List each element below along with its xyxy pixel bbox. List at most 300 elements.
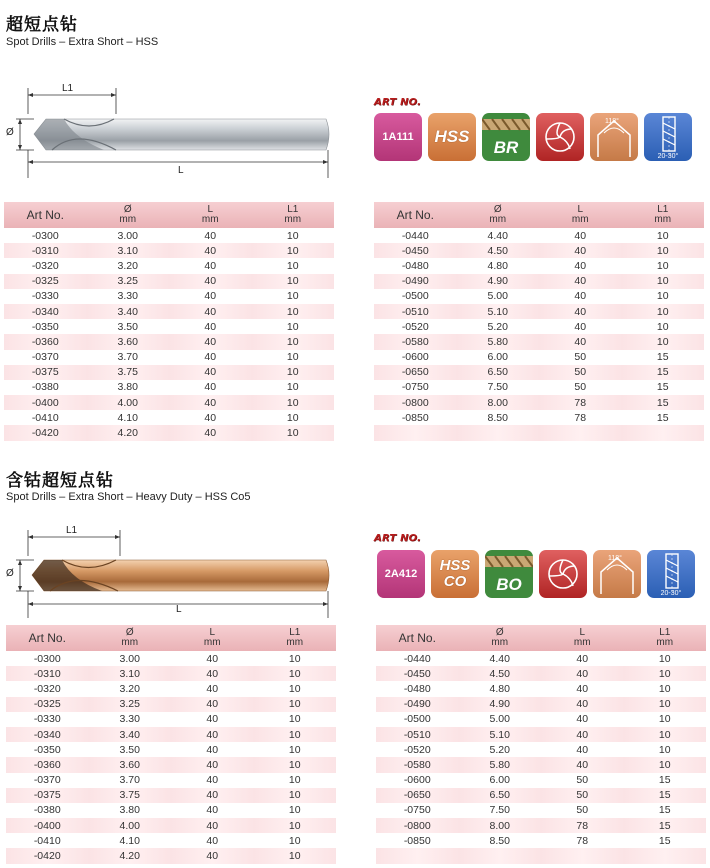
cell-length bbox=[541, 848, 624, 863]
cell-diameter: 6.00 bbox=[457, 350, 540, 365]
cell-length bbox=[539, 425, 622, 440]
cell-length: 40 bbox=[541, 742, 624, 757]
cell-l1: 10 bbox=[252, 410, 335, 425]
col-length-unit: mm bbox=[571, 214, 589, 225]
cell-art-no: -0650 bbox=[376, 788, 459, 803]
table-row bbox=[374, 334, 704, 349]
table-header-row bbox=[4, 202, 334, 228]
cell-diameter: 4.00 bbox=[87, 395, 170, 410]
cell-diameter: 3.50 bbox=[87, 319, 170, 334]
cell-length: 50 bbox=[539, 380, 622, 395]
cell-diameter: 4.10 bbox=[87, 410, 170, 425]
cell-art-no: -0410 bbox=[4, 410, 87, 425]
cell-length: 40 bbox=[169, 395, 252, 410]
cell-art-no: -0340 bbox=[6, 727, 89, 742]
cell-art-no: -0600 bbox=[376, 773, 459, 788]
table-row bbox=[376, 757, 706, 772]
cell-l1: 10 bbox=[622, 243, 705, 258]
cell-diameter: 8.00 bbox=[457, 395, 540, 410]
col-length-label: L bbox=[207, 204, 214, 215]
drill-diagram-hss bbox=[4, 78, 334, 178]
table-row bbox=[6, 757, 336, 772]
cell-diameter: 3.10 bbox=[87, 243, 170, 258]
dim-l-label: L bbox=[178, 165, 184, 176]
point-geometry-badge bbox=[539, 550, 587, 598]
table-row bbox=[374, 425, 704, 440]
cell-length: 40 bbox=[169, 304, 252, 319]
cell-art-no: -0370 bbox=[4, 350, 87, 365]
table-row bbox=[6, 818, 336, 833]
cell-art-no: -0375 bbox=[4, 365, 87, 380]
cell-length: 40 bbox=[171, 757, 254, 772]
cell-l1: 10 bbox=[622, 289, 705, 304]
col-length bbox=[541, 625, 624, 651]
cell-art-no: -0800 bbox=[376, 818, 459, 833]
table-row bbox=[374, 319, 704, 334]
table-header-row bbox=[374, 202, 704, 228]
material-cobalt-label: CO bbox=[443, 573, 467, 590]
col-l1-unit: mm bbox=[656, 637, 674, 648]
table-row bbox=[376, 742, 706, 757]
table-row bbox=[6, 803, 336, 818]
table-row bbox=[376, 727, 706, 742]
spec-table-left bbox=[6, 625, 336, 864]
table-row bbox=[376, 818, 706, 833]
col-art-no-label: Art No. bbox=[28, 631, 66, 645]
cell-length: 40 bbox=[171, 666, 254, 681]
col-diameter-unit: mm bbox=[119, 214, 137, 225]
cell-l1: 10 bbox=[624, 727, 707, 742]
cell-l1: 10 bbox=[254, 727, 337, 742]
cell-diameter: 3.00 bbox=[87, 228, 170, 243]
cell-l1: 10 bbox=[624, 742, 707, 757]
cell-length: 40 bbox=[541, 712, 624, 727]
cell-l1: 10 bbox=[622, 304, 705, 319]
cell-diameter: 3.20 bbox=[87, 258, 170, 273]
cell-diameter: 4.90 bbox=[459, 697, 542, 712]
cell-art-no: -0580 bbox=[376, 757, 459, 772]
cell-art-no: -0500 bbox=[374, 289, 457, 304]
col-l1-label: L1 bbox=[287, 204, 299, 215]
cell-l1: 15 bbox=[624, 788, 707, 803]
cell-l1: 10 bbox=[624, 681, 707, 696]
cell-diameter: 5.20 bbox=[457, 319, 540, 334]
cell-length: 40 bbox=[171, 788, 254, 803]
cell-l1: 10 bbox=[252, 228, 335, 243]
cell-length: 78 bbox=[539, 395, 622, 410]
cell-l1: 10 bbox=[254, 773, 337, 788]
table-row bbox=[376, 697, 706, 712]
table-row bbox=[6, 742, 336, 757]
col-diameter-label: Ø bbox=[493, 204, 502, 215]
cell-art-no: -0400 bbox=[6, 818, 89, 833]
table-row bbox=[376, 788, 706, 803]
cell-l1: 15 bbox=[622, 365, 705, 380]
cell-diameter: 3.75 bbox=[89, 788, 172, 803]
dim-l-label: L bbox=[176, 604, 182, 615]
cell-diameter: 5.00 bbox=[459, 712, 542, 727]
cell-l1: 10 bbox=[254, 697, 337, 712]
article-code-badge: 2A412 bbox=[377, 550, 425, 598]
table-row bbox=[374, 289, 704, 304]
shank-badge bbox=[482, 113, 530, 161]
spec-table-right bbox=[374, 202, 704, 441]
cell-l1: 10 bbox=[252, 365, 335, 380]
cell-l1: 10 bbox=[252, 319, 335, 334]
point-angle-badge bbox=[590, 113, 638, 161]
cell-diameter bbox=[459, 848, 542, 863]
cell-length: 40 bbox=[169, 228, 252, 243]
cell-art-no: -0380 bbox=[6, 803, 89, 818]
table-row bbox=[374, 243, 704, 258]
col-diameter-unit: mm bbox=[121, 637, 139, 648]
col-art-no bbox=[374, 202, 457, 228]
cell-length: 40 bbox=[539, 274, 622, 289]
cell-l1: 10 bbox=[252, 289, 335, 304]
cell-l1: 15 bbox=[624, 773, 707, 788]
material-label: HSS bbox=[439, 557, 471, 574]
cell-l1: 10 bbox=[254, 681, 337, 696]
cell-diameter: 3.25 bbox=[87, 274, 170, 289]
section-title: 超短点钻 bbox=[6, 15, 78, 35]
cell-length: 40 bbox=[539, 319, 622, 334]
cell-length: 78 bbox=[539, 410, 622, 425]
col-diameter bbox=[459, 625, 542, 651]
cell-length: 40 bbox=[541, 651, 624, 666]
col-diameter-label: Ø bbox=[495, 627, 504, 638]
material-badge: HSS bbox=[428, 113, 476, 161]
cell-art-no: -0300 bbox=[6, 651, 89, 666]
table-row bbox=[4, 258, 334, 273]
cell-l1: 10 bbox=[622, 228, 705, 243]
cell-diameter: 3.10 bbox=[89, 666, 172, 681]
cell-length: 40 bbox=[169, 365, 252, 380]
table-row bbox=[4, 365, 334, 380]
table-row bbox=[4, 395, 334, 410]
cell-length: 40 bbox=[169, 243, 252, 258]
cell-art-no: -0330 bbox=[4, 289, 87, 304]
cell-diameter bbox=[457, 425, 540, 440]
cell-diameter: 4.50 bbox=[457, 243, 540, 258]
table-row bbox=[374, 228, 704, 243]
cell-length: 40 bbox=[539, 304, 622, 319]
cell-diameter: 5.10 bbox=[457, 304, 540, 319]
cell-l1: 10 bbox=[254, 712, 337, 727]
table-row bbox=[376, 803, 706, 818]
table-row bbox=[376, 681, 706, 696]
point-angle-value: 118° bbox=[605, 118, 619, 125]
helix-angle-badge bbox=[647, 550, 695, 598]
cell-length: 78 bbox=[541, 833, 624, 848]
dim-diameter-label: Ø bbox=[6, 127, 14, 138]
cell-l1: 10 bbox=[252, 304, 335, 319]
table-row bbox=[4, 380, 334, 395]
cell-length: 40 bbox=[169, 334, 252, 349]
cell-l1: 10 bbox=[252, 395, 335, 410]
point-angle-badge bbox=[593, 550, 641, 598]
cell-art-no: -0600 bbox=[374, 350, 457, 365]
cell-l1: 10 bbox=[252, 380, 335, 395]
cell-art-no: -0380 bbox=[4, 380, 87, 395]
cell-art-no bbox=[374, 425, 457, 440]
cell-length: 40 bbox=[171, 681, 254, 696]
cell-diameter: 4.80 bbox=[457, 258, 540, 273]
helix-angle-value: 20-30° bbox=[660, 590, 682, 597]
cell-diameter: 4.90 bbox=[457, 274, 540, 289]
col-diameter-unit: mm bbox=[489, 214, 507, 225]
cell-l1: 15 bbox=[624, 833, 707, 848]
art-no-label: ART NO. bbox=[374, 97, 422, 108]
col-art-no bbox=[6, 625, 89, 651]
cell-l1: 10 bbox=[622, 319, 705, 334]
cell-l1: 15 bbox=[624, 818, 707, 833]
table-row bbox=[4, 228, 334, 243]
cell-l1: 15 bbox=[622, 395, 705, 410]
helix-angle-value: 20-30° bbox=[657, 153, 679, 160]
cell-length: 78 bbox=[541, 818, 624, 833]
col-l1 bbox=[252, 202, 335, 228]
cell-art-no bbox=[376, 848, 459, 863]
col-length-label: L bbox=[577, 204, 584, 215]
col-length-unit: mm bbox=[201, 214, 219, 225]
material-badge bbox=[431, 550, 479, 598]
col-diameter bbox=[89, 625, 172, 651]
cell-l1: 10 bbox=[622, 258, 705, 273]
cell-length: 40 bbox=[169, 410, 252, 425]
cell-l1: 10 bbox=[622, 274, 705, 289]
cell-art-no: -0580 bbox=[374, 334, 457, 349]
col-length-unit: mm bbox=[203, 637, 221, 648]
col-length-label: L bbox=[209, 627, 216, 638]
cell-diameter: 3.80 bbox=[87, 380, 170, 395]
cell-diameter: 5.80 bbox=[459, 757, 542, 772]
cell-l1 bbox=[622, 425, 705, 440]
spec-table-left bbox=[4, 202, 334, 441]
dim-l1-label: L1 bbox=[66, 525, 78, 536]
table-row bbox=[376, 651, 706, 666]
table-header-row bbox=[376, 625, 706, 651]
table-row bbox=[374, 258, 704, 273]
cell-length: 50 bbox=[541, 773, 624, 788]
table-row bbox=[4, 410, 334, 425]
cell-art-no: -0450 bbox=[376, 666, 459, 681]
cell-length: 50 bbox=[539, 365, 622, 380]
point-angle-value: 118° bbox=[608, 555, 622, 562]
cell-art-no: -0325 bbox=[4, 274, 87, 289]
cell-diameter: 5.80 bbox=[457, 334, 540, 349]
col-l1-label: L1 bbox=[659, 627, 671, 638]
table-row bbox=[6, 712, 336, 727]
cell-art-no: -0850 bbox=[376, 833, 459, 848]
cell-diameter: 4.50 bbox=[459, 666, 542, 681]
cell-length: 40 bbox=[171, 727, 254, 742]
cell-length: 40 bbox=[541, 666, 624, 681]
cell-art-no: -0480 bbox=[376, 681, 459, 696]
cell-l1: 10 bbox=[624, 712, 707, 727]
cell-art-no: -0410 bbox=[6, 833, 89, 848]
shank-code: BR bbox=[493, 138, 519, 157]
col-art-no-label: Art No. bbox=[26, 208, 64, 222]
cell-l1: 10 bbox=[254, 848, 337, 863]
cell-art-no: -0330 bbox=[6, 712, 89, 727]
spec-table-right bbox=[376, 625, 706, 864]
cell-l1: 10 bbox=[252, 258, 335, 273]
table-row bbox=[6, 727, 336, 742]
cell-length: 40 bbox=[169, 258, 252, 273]
cell-art-no: -0320 bbox=[6, 681, 89, 696]
section-title: 含钴超短点钻 bbox=[6, 471, 114, 491]
cell-art-no: -0490 bbox=[376, 697, 459, 712]
cell-length: 40 bbox=[539, 228, 622, 243]
cell-diameter: 3.70 bbox=[87, 350, 170, 365]
cell-diameter: 8.00 bbox=[459, 818, 542, 833]
cell-art-no: -0490 bbox=[374, 274, 457, 289]
cell-l1: 10 bbox=[252, 350, 335, 365]
cell-diameter: 6.00 bbox=[459, 773, 542, 788]
cell-art-no: -0510 bbox=[376, 727, 459, 742]
table-row bbox=[374, 395, 704, 410]
cell-diameter: 3.75 bbox=[87, 365, 170, 380]
cell-diameter: 4.00 bbox=[89, 818, 172, 833]
cell-length: 40 bbox=[171, 742, 254, 757]
cell-length: 40 bbox=[171, 651, 254, 666]
cell-l1: 10 bbox=[252, 334, 335, 349]
cell-length: 40 bbox=[169, 319, 252, 334]
table-row bbox=[376, 712, 706, 727]
cell-length: 40 bbox=[169, 350, 252, 365]
cell-l1: 10 bbox=[252, 243, 335, 258]
cell-length: 40 bbox=[169, 425, 252, 440]
cell-art-no: -0325 bbox=[6, 697, 89, 712]
col-length-unit: mm bbox=[573, 637, 591, 648]
cell-diameter: 4.80 bbox=[459, 681, 542, 696]
drill-point-icon bbox=[540, 117, 580, 157]
cell-diameter: 3.80 bbox=[89, 803, 172, 818]
cell-length: 40 bbox=[169, 274, 252, 289]
table-row bbox=[6, 788, 336, 803]
cell-l1: 15 bbox=[622, 410, 705, 425]
col-l1-unit: mm bbox=[654, 214, 672, 225]
table-row bbox=[4, 274, 334, 289]
col-length bbox=[171, 625, 254, 651]
cell-l1: 15 bbox=[624, 803, 707, 818]
dim-l1-label: L1 bbox=[62, 83, 74, 94]
table-row bbox=[376, 833, 706, 848]
cell-diameter: 3.40 bbox=[89, 727, 172, 742]
cell-art-no: -0375 bbox=[6, 788, 89, 803]
table-row bbox=[4, 304, 334, 319]
table-row bbox=[6, 666, 336, 681]
cell-art-no: -0500 bbox=[376, 712, 459, 727]
cell-art-no: -0420 bbox=[6, 848, 89, 863]
cell-diameter: 3.70 bbox=[89, 773, 172, 788]
cell-diameter: 3.60 bbox=[87, 334, 170, 349]
helix-angle-badge bbox=[644, 113, 692, 161]
cell-art-no: -0520 bbox=[376, 742, 459, 757]
table-row bbox=[6, 651, 336, 666]
cell-diameter: 4.20 bbox=[89, 848, 172, 863]
table-row bbox=[6, 681, 336, 696]
cell-l1: 10 bbox=[254, 818, 337, 833]
cell-art-no: -0750 bbox=[374, 380, 457, 395]
cell-art-no: -0370 bbox=[6, 773, 89, 788]
point-geometry-badge bbox=[536, 113, 584, 161]
cell-art-no: -0510 bbox=[374, 304, 457, 319]
article-code-badge: 1A111 bbox=[374, 113, 422, 161]
art-no-label: ART NO. bbox=[374, 533, 422, 544]
table-row bbox=[374, 365, 704, 380]
property-badges bbox=[374, 113, 692, 161]
cell-art-no: -0440 bbox=[376, 651, 459, 666]
cell-l1: 10 bbox=[254, 757, 337, 772]
col-diameter bbox=[457, 202, 540, 228]
col-art-no bbox=[376, 625, 459, 651]
col-l1-label: L1 bbox=[657, 204, 669, 215]
cell-length: 40 bbox=[169, 289, 252, 304]
cell-diameter: 5.00 bbox=[457, 289, 540, 304]
cell-diameter: 3.60 bbox=[89, 757, 172, 772]
col-diameter-unit: mm bbox=[491, 637, 509, 648]
cell-diameter: 4.40 bbox=[459, 651, 542, 666]
cell-length: 40 bbox=[541, 727, 624, 742]
cell-l1: 10 bbox=[254, 803, 337, 818]
col-length bbox=[539, 202, 622, 228]
cell-length: 40 bbox=[171, 848, 254, 863]
table-row bbox=[376, 848, 706, 863]
cell-art-no: -0300 bbox=[4, 228, 87, 243]
cell-l1: 15 bbox=[622, 350, 705, 365]
cell-art-no: -0850 bbox=[374, 410, 457, 425]
cell-l1: 10 bbox=[254, 742, 337, 757]
cell-length: 40 bbox=[539, 289, 622, 304]
table-row bbox=[4, 319, 334, 334]
col-l1-unit: mm bbox=[286, 637, 304, 648]
table-header-row bbox=[6, 625, 336, 651]
cell-length: 50 bbox=[541, 803, 624, 818]
table-row bbox=[4, 425, 334, 440]
table-row bbox=[6, 773, 336, 788]
col-l1 bbox=[254, 625, 337, 651]
cell-l1: 15 bbox=[622, 380, 705, 395]
cell-diameter: 7.50 bbox=[459, 803, 542, 818]
cell-art-no: -0480 bbox=[374, 258, 457, 273]
cell-diameter: 6.50 bbox=[457, 365, 540, 380]
cell-l1: 10 bbox=[624, 757, 707, 772]
col-art-no-label: Art No. bbox=[396, 208, 434, 222]
cell-l1: 10 bbox=[624, 651, 707, 666]
cell-length: 40 bbox=[539, 243, 622, 258]
cell-diameter: 3.40 bbox=[87, 304, 170, 319]
cell-l1: 10 bbox=[252, 425, 335, 440]
cell-l1: 10 bbox=[254, 788, 337, 803]
cell-diameter: 3.00 bbox=[89, 651, 172, 666]
cell-art-no: -0650 bbox=[374, 365, 457, 380]
cell-diameter: 3.25 bbox=[89, 697, 172, 712]
section-subtitle: Spot Drills – Extra Short – HSS bbox=[6, 36, 159, 48]
cell-length: 40 bbox=[539, 258, 622, 273]
col-diameter-label: Ø bbox=[125, 627, 134, 638]
cell-art-no: -0310 bbox=[4, 243, 87, 258]
col-diameter-label: Ø bbox=[123, 204, 132, 215]
cell-length: 50 bbox=[539, 350, 622, 365]
table-row bbox=[6, 848, 336, 863]
cell-diameter: 5.20 bbox=[459, 742, 542, 757]
cell-l1: 10 bbox=[254, 833, 337, 848]
cell-art-no: -0420 bbox=[4, 425, 87, 440]
cell-length: 40 bbox=[541, 757, 624, 772]
col-l1 bbox=[622, 202, 705, 228]
cell-l1: 10 bbox=[624, 666, 707, 681]
